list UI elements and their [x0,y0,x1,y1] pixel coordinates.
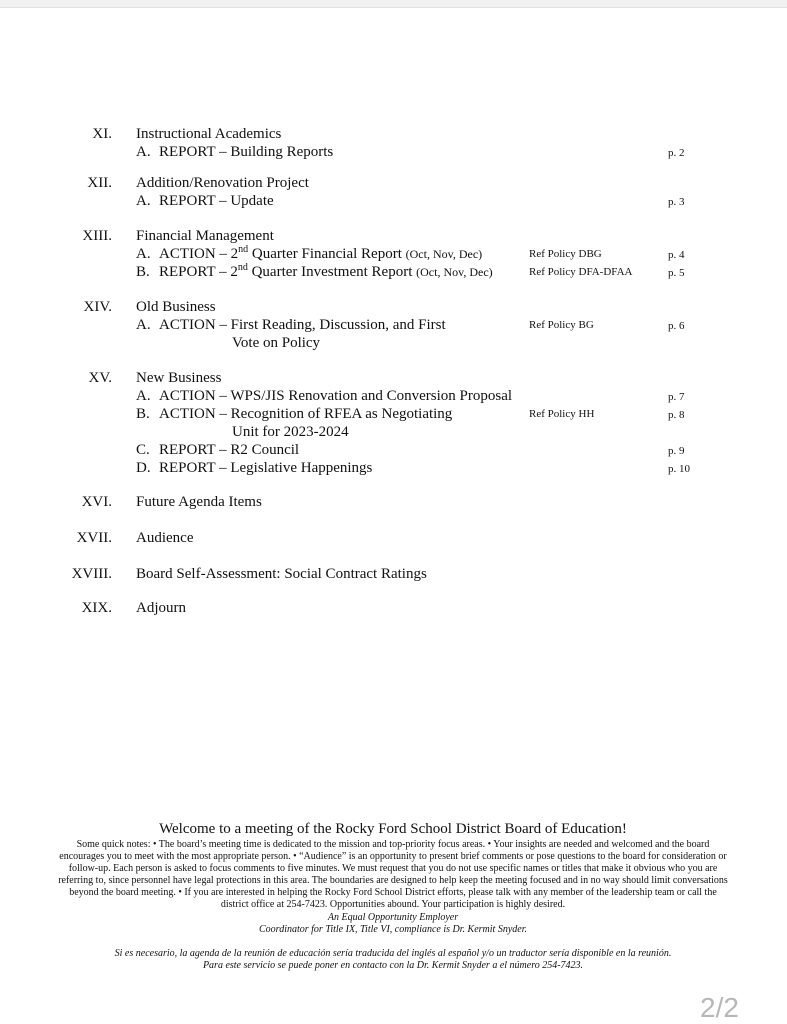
title-ix-coordinator-note: Coordinator for Title IX, Title VI, compliance is Dr. Kermit Snyder. [259,923,527,935]
welcome-heading: Welcome to a meeting of the Rocky Ford School District Board of Education! [159,821,627,837]
quick-notes-line: follow-up. Each person is asked to focus comments to five minutes. We must request that you do not use specific names or titles that make it obvious who you are [68,863,718,875]
agenda-item [0,459,787,477]
viewer-top-bar [0,0,787,8]
quick-notes-line: Some quick notes: • The board’s meeting time is dedicated to the mission and top-priority focus areas. • Your insights are needed and welcomed and the board [76,839,710,850]
quick-notes-line: district office at 254-7423. Opportunities abound. Your participation is highly desired. [220,899,566,911]
section-numeral: XV. [88,370,112,386]
item-page-ref: p. 7 [668,391,685,403]
item-page-ref: p. 6 [668,320,685,332]
quick-notes-line: encourages you to meet with the most appropriate person. • “Audience” is an opportunity to present brief comments or pose questions to the board for consideration or [59,851,727,863]
item-text: ACTION – First Reading, Discussion, and First [159,317,446,333]
item-page-ref: p. 2 [668,147,685,159]
section-title: Instructional Academics [136,126,282,142]
quick-notes-line: beyond the board meeting. • If you are interested in helping the Rocky Ford School District efforts, please talk with any member of the leadership team or call the [69,887,717,899]
item-page-ref: p. 9 [668,445,685,457]
agenda-item [0,387,787,405]
section-title: Financial Management [136,228,274,244]
section-numeral: XIV. [83,299,112,315]
item-policy-ref: Ref Policy HH [529,408,595,420]
equal-opportunity-note: An Equal Opportunity Employer [327,911,459,923]
section-title: New Business [136,370,222,386]
section-title: Audience [136,530,194,546]
item-text-continued: Vote on Policy [232,335,321,351]
item-letter: B. [136,406,150,422]
item-text: REPORT – R2 Council [159,442,300,458]
item-letter: B. [136,264,150,280]
section-numeral: XVI. [81,494,112,510]
spanish-translation-note: Si es necesario, la agenda de la reunión de educación sería traducida del inglés al español y/o un traductor sería disponible en la reunión. [114,947,672,959]
item-letter: A. [136,317,151,333]
item-page-ref: p. 3 [668,196,685,208]
section-title: Adjourn [136,600,186,616]
section-title: Future Agenda Items [136,494,262,510]
item-page-ref: p. 8 [668,409,685,421]
item-policy-ref: Ref Policy DBG [529,248,602,260]
section-title: Addition/Renovation Project [136,175,309,191]
item-text: REPORT – Legislative Happenings [159,460,373,476]
item-letter: C. [136,442,150,458]
item-letter: A. [136,193,151,209]
item-page-ref: p. 4 [668,249,685,261]
section-numeral: XIII. [82,228,112,244]
section-numeral: XI. [92,126,112,142]
item-letter: A. [136,144,151,160]
item-text: REPORT – Update [159,193,274,209]
section-title: Old Business [136,299,216,315]
item-letter: A. [136,246,151,262]
spanish-contact-note: Para este servicio se puede poner en contacto con la Dr. Kermit Snyder a el número 254-7423. [202,959,584,971]
page-indicator: 2/2 [700,992,739,1023]
section-numeral: XVIII. [71,566,112,582]
item-text-continued: Unit for 2023-2024 [232,424,349,440]
quick-notes-line: referring to, since personnel have legal protections in this area. The boundaries are designed to help keep the meeting focused and in no way should limit conversations [58,875,728,887]
section-numeral: XIX. [81,600,112,616]
agenda-item [0,245,787,263]
item-text: REPORT – Building Reports [159,144,334,160]
item-text: REPORT – 2nd Quarter Investment Report (Oct, Nov, Dec) [159,262,493,280]
section-title: Board Self-Assessment: Social Contract Ratings [136,566,427,582]
footer [38,820,748,972]
item-text: ACTION – 2nd Quarter Financial Report (Oct, Nov, Dec) [159,244,483,262]
agenda-item [0,441,787,459]
item-text: ACTION – WPS/JIS Renovation and Conversion Proposal [159,388,513,404]
section-numeral: XII. [87,175,112,191]
section-numeral: XVII. [76,530,112,546]
item-policy-ref: Ref Policy DFA-DFAA [529,266,633,278]
item-letter: D. [136,460,151,476]
agenda-item [0,316,787,351]
agenda-item [0,192,787,210]
item-letter: A. [136,388,151,404]
item-text: ACTION – Recognition of RFEA as Negotiating [159,406,453,422]
agenda-item [0,405,787,440]
item-policy-ref: Ref Policy BG [529,319,594,331]
item-page-ref: p. 5 [668,267,685,279]
agenda-item [0,143,787,161]
agenda-item [0,263,787,281]
item-page-ref: p. 10 [668,463,690,475]
